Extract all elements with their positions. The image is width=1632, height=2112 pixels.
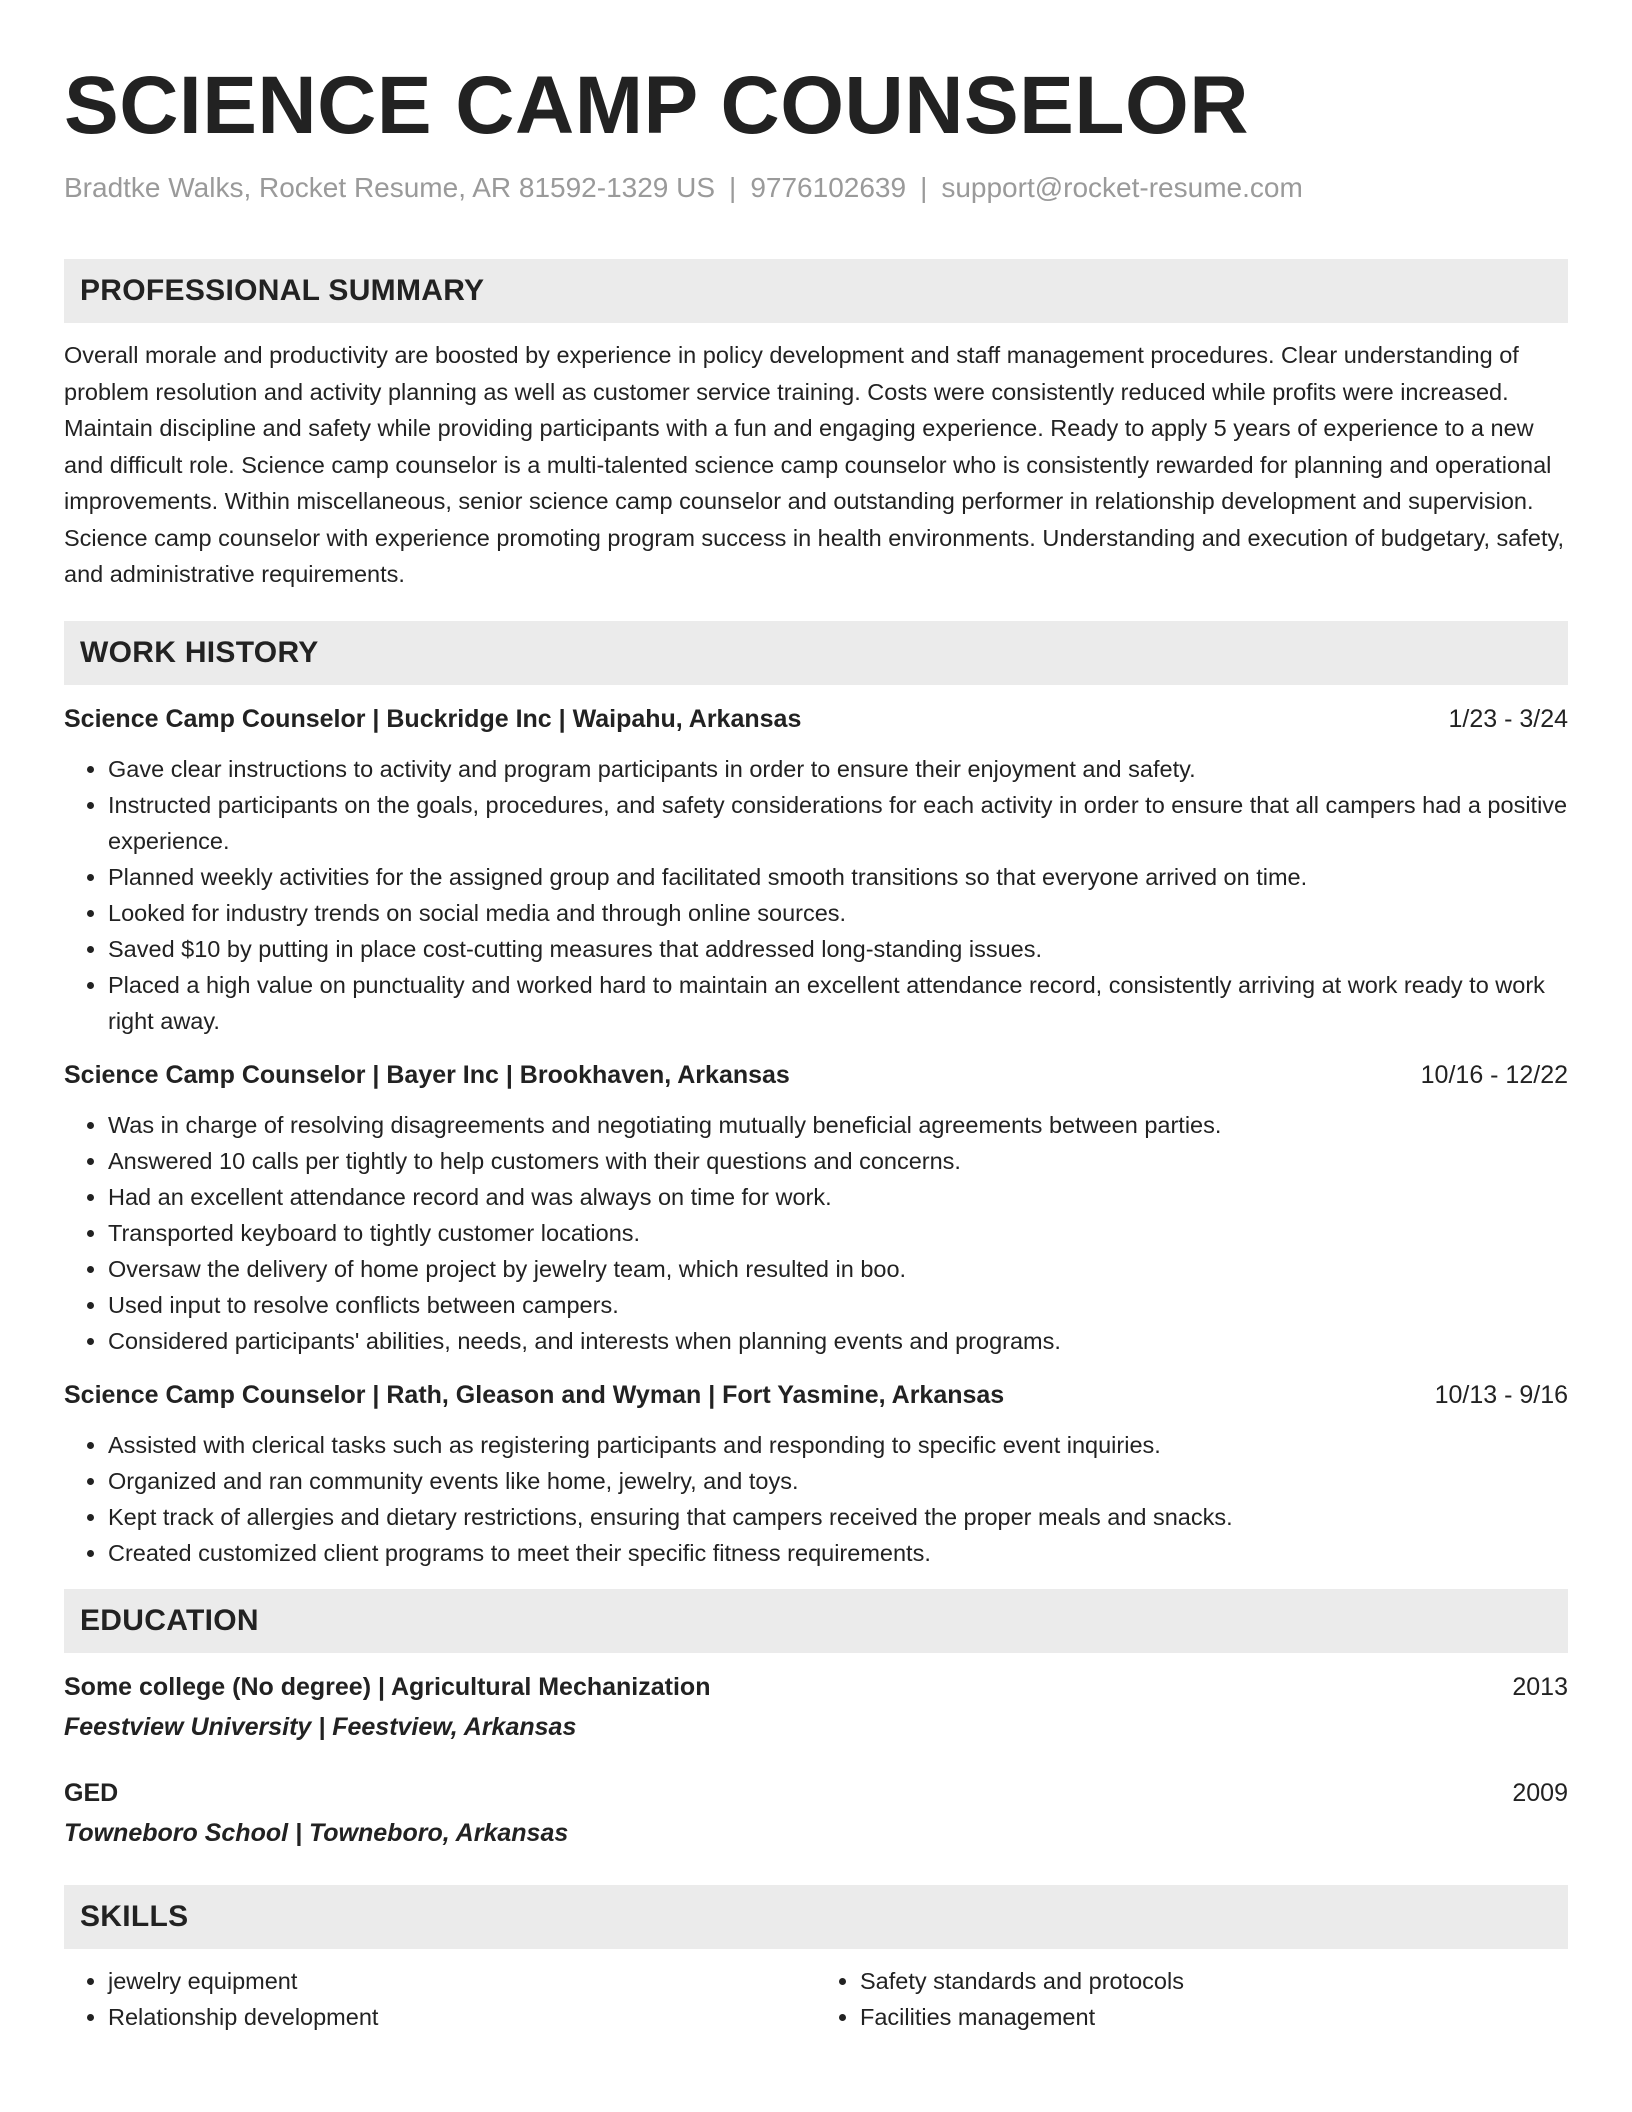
job-bullets [64, 751, 1568, 1039]
education-entry [64, 1775, 1568, 1851]
job-date: 1/23 - 3/24 [1448, 704, 1568, 733]
job-bullet: • Instructed participants on the goals, procedures, and safety considerations for each activity in order to ensure that all campers had a positive experience. [108, 787, 1568, 859]
job-heading-row [64, 1377, 1568, 1413]
job-title: Science Camp Counselor | Bayer Inc | Brookhaven, Arkansas [64, 1060, 790, 1089]
resume-title: SCIENCE CAMP COUNSELOR [64, 60, 1249, 151]
skills-list [64, 1963, 1568, 2035]
education-degree: Some college (No degree) | Agricultural Mechanization [64, 1672, 711, 1701]
education-date: 2013 [1512, 1672, 1568, 1701]
job-title: Science Camp Counselor | Rath, Gleason and Wyman | Fort Yasmine, Arkansas [64, 1380, 1005, 1409]
job-bullet: • Considered participants' abilities, needs, and interests when planning events and programs. [108, 1323, 1568, 1359]
contact-address: Bradtke Walks, Rocket Resume, AR 81592-1329 US [64, 172, 716, 203]
contact-separator: | [729, 172, 737, 203]
job-bullet: • Saved $10 by putting in place cost-cutting measures that addressed long-standing issues. [108, 931, 1568, 967]
education-school: Towneboro School | Towneboro, Arkansas [64, 1818, 569, 1847]
education-heading-row [64, 1775, 1568, 1811]
contact-email: support@rocket-resume.com [941, 172, 1303, 203]
job-entry [64, 1057, 1568, 1359]
job-bullet: • Placed a high value on punctuality and worked hard to maintain an excellent attendance record, consistently arriving at work ready to work right away. [108, 967, 1568, 1039]
job-bullet: • Gave clear instructions to activity and program participants in order to ensure their enjoyment and safety. [108, 751, 1568, 787]
job-heading-row [64, 1057, 1568, 1093]
job-bullet: • Organized and ran community events like home, jewelry, and toys. [108, 1463, 1568, 1499]
summary-text: Overall morale and productivity are boosted by experience in policy development and staff management procedures. Clear understanding of problem resolution and activity planning as well as customer service training. Costs were consistently reduced while profits were increased. Maintain discipline and safety while providing participants with a fun and engaging experience. Ready to apply 5 years of experience to a new and difficult role. Science camp counselor is a multi-talented science camp counselor who is consistently rewarded for planning and operational improvements. Within miscellaneous, senior science camp counselor and outstanding performer in relationship development and supervision. Science camp counselor with experience promoting program success in health environments. Understanding and execution of budgetary, safety, and administrative requirements. [64, 342, 1565, 587]
section-header-work-history: WORK HISTORY [64, 621, 1568, 685]
job-bullet: • Transported keyboard to tightly customer locations. [108, 1215, 1568, 1251]
contact-phone: 9776102639 [750, 172, 907, 203]
job-bullet: • Answered 10 calls per tightly to help customers with their questions and concerns. [108, 1143, 1568, 1179]
job-entry [64, 1377, 1568, 1571]
job-bullets [64, 1427, 1568, 1571]
job-bullet: • Assisted with clerical tasks such as registering participants and responding to specific event inquiries. [108, 1427, 1568, 1463]
job-bullet: • Planned weekly activities for the assigned group and facilitated smooth transitions so that everyone arrived on time. [108, 859, 1568, 895]
job-date: 10/13 - 9/16 [1434, 1380, 1568, 1409]
contact-line [64, 168, 1568, 208]
contact-separator: | [920, 172, 928, 203]
education-heading-row [64, 1669, 1568, 1705]
job-bullet: • Looked for industry trends on social media and through online sources. [108, 895, 1568, 931]
job-bullet: • Had an excellent attendance record and was always on time for work. [108, 1179, 1568, 1215]
job-bullet: • Created customized client programs to meet their specific fitness requirements. [108, 1535, 1568, 1571]
job-bullet: • Used input to resolve conflicts between campers. [108, 1287, 1568, 1323]
job-bullets [64, 1107, 1568, 1359]
section-header-skills: SKILLS [64, 1885, 1568, 1949]
education-entry [64, 1669, 1568, 1745]
skills-column-left [64, 1963, 816, 2035]
section-header-education: EDUCATION [64, 1589, 1568, 1653]
skill-item: • Relationship development [108, 1999, 816, 2035]
job-entry [64, 701, 1568, 1039]
job-title: Science Camp Counselor | Buckridge Inc | Waipahu, Arkansas [64, 704, 802, 733]
job-bullet: • Was in charge of resolving disagreements and negotiating mutually beneficial agreements between parties. [108, 1107, 1568, 1143]
job-bullet: • Oversaw the delivery of home project by jewelry team, which resulted in boo. [108, 1251, 1568, 1287]
education-date: 2009 [1512, 1778, 1568, 1807]
skill-item: • Facilities management [860, 1999, 1568, 2035]
education-degree: GED [64, 1778, 119, 1807]
job-heading-row [64, 701, 1568, 737]
education-school: Feestview University | Feestview, Arkansas [64, 1712, 577, 1741]
skill-item: • Safety standards and protocols [860, 1963, 1568, 1999]
skills-column-right [816, 1963, 1568, 2035]
job-bullet: • Kept track of allergies and dietary restrictions, ensuring that campers received the proper meals and snacks. [108, 1499, 1568, 1535]
section-header-summary: PROFESSIONAL SUMMARY [64, 259, 1568, 323]
skill-item: • jewelry equipment [108, 1963, 816, 1999]
job-date: 10/16 - 12/22 [1420, 1060, 1568, 1089]
